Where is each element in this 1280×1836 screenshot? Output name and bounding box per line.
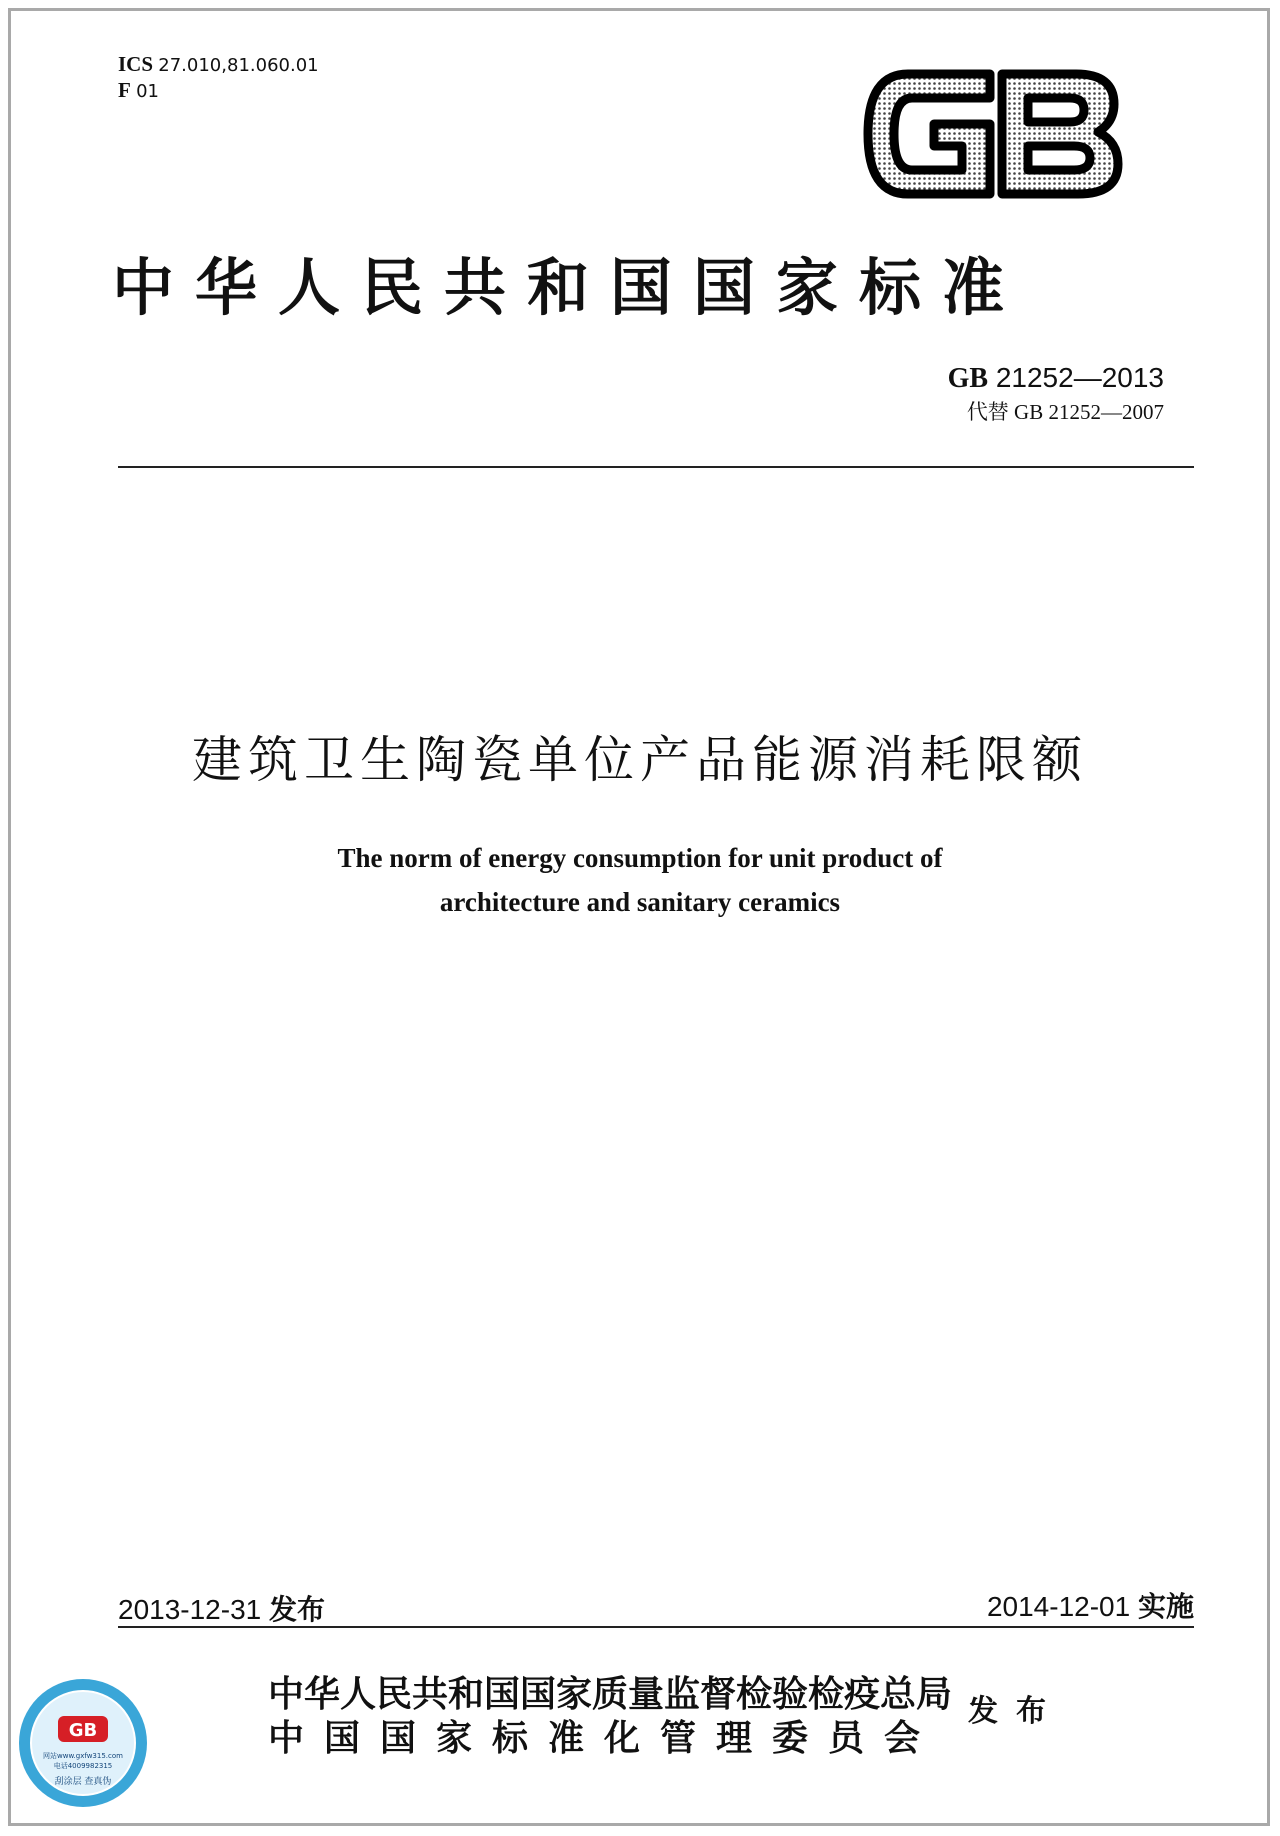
issuing-organization-2: 中国国家标准化管理委员会 (268, 1717, 941, 1759)
replaces-standard: 代替 GB 21252—2007 (966, 400, 1164, 424)
document-title-zh: 建筑卫生陶瓷单位产品能源消耗限额 (192, 731, 1088, 789)
title-en-line-2: architecture and sanitary ceramics (439, 887, 841, 917)
document-title-en (0, 836, 1280, 924)
issue-date-value: 2013-12-31 (118, 1594, 262, 1625)
issuing-organization-1: 中华人民共和国国家质量监督检验检疫总局 (268, 1673, 953, 1715)
ics-label: ICS (118, 52, 154, 76)
issue-date-label: 发布 (269, 1593, 326, 1626)
gb-logo (862, 66, 1126, 202)
standard-number-value: 21252—2013 (995, 362, 1164, 393)
seal-text-3: 刮涂层 查真伪 (54, 1777, 112, 1787)
implementation-date-label: 实施 (1137, 1590, 1194, 1623)
implementation-date (987, 1585, 1194, 1625)
svg-text:GB: GB (68, 1720, 98, 1741)
category-label: F (118, 78, 131, 102)
national-standard-title: 中华人民共和国国家标准 (112, 251, 1026, 324)
standard-number (948, 362, 1164, 395)
publish-label: 发布 (968, 1694, 1064, 1729)
bottom-divider (118, 1626, 1194, 1628)
category-line (118, 78, 319, 104)
ics-classification (118, 52, 319, 104)
category-code: 01 (136, 81, 159, 102)
ics-codes: 27.010,81.060.01 (158, 55, 319, 76)
seal-text-1: 网站www.gxfw315.com (43, 1752, 123, 1760)
standard-prefix: GB (947, 363, 989, 394)
seal-text-2: 电话4009982315 (53, 1762, 113, 1770)
top-divider (118, 466, 1194, 468)
title-en-line-1: The norm of energy consumption for unit product of (337, 843, 943, 873)
ics-line (118, 52, 319, 78)
implementation-date-value: 2014-12-01 (986, 1591, 1131, 1622)
anti-counterfeit-seal-icon (16, 1676, 150, 1810)
issue-date (118, 1588, 325, 1628)
